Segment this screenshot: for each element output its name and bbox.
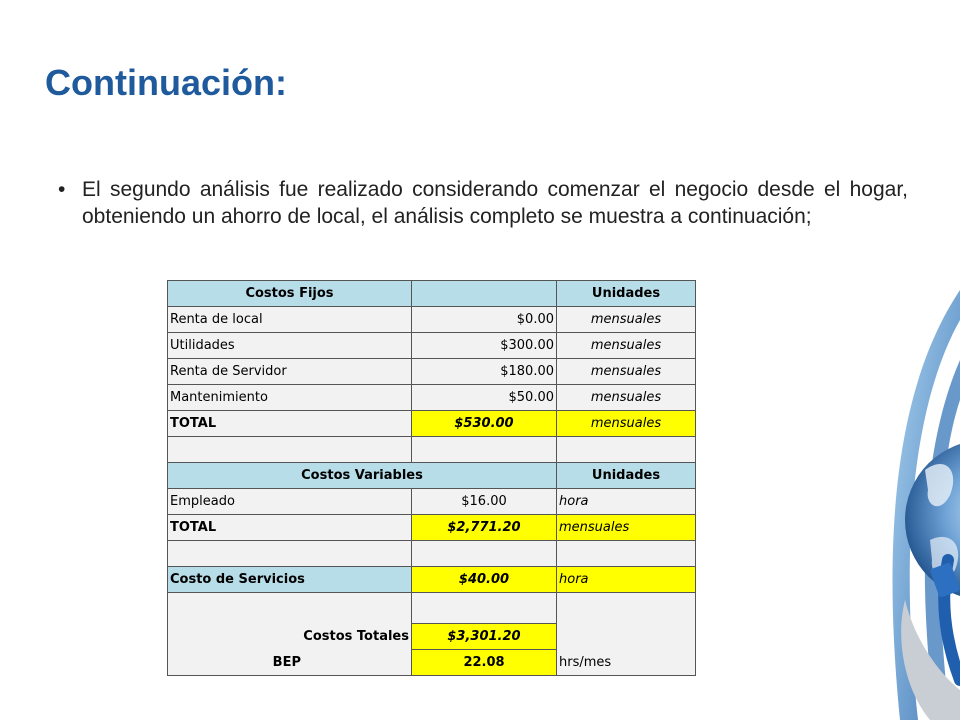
row-unit: mensuales — [557, 333, 696, 359]
bep-amount: 22.08 — [412, 650, 557, 676]
service-cost-amount: $40.00 — [412, 567, 557, 593]
row-amount: $0.00 — [412, 307, 557, 333]
table-row — [168, 411, 696, 437]
empty-cell — [412, 437, 557, 463]
empty-cell — [412, 541, 557, 567]
table-row — [168, 593, 696, 624]
empty-cell — [557, 624, 696, 650]
bep-label: BEP — [168, 650, 412, 676]
row-label: Empleado — [168, 489, 412, 515]
fixed-total-unit: mensuales — [557, 411, 696, 437]
slide-title: Continuación: — [45, 62, 287, 103]
table-row — [168, 489, 696, 515]
fixed-total-amount: $530.00 — [412, 411, 557, 437]
bep-unit: hrs/mes — [557, 650, 696, 676]
empty-cell — [168, 437, 412, 463]
table-row — [168, 624, 696, 650]
header-blank-cell — [412, 281, 557, 307]
cost-table — [167, 280, 696, 676]
row-amount: $50.00 — [412, 385, 557, 411]
variable-total-amount: $2,771.20 — [412, 515, 557, 541]
empty-cell — [557, 593, 696, 624]
table-row — [168, 567, 696, 593]
row-label: Renta de Servidor — [168, 359, 412, 385]
row-unit: hora — [557, 489, 696, 515]
table-row — [168, 307, 696, 333]
empty-cell — [168, 593, 412, 624]
row-label: Utilidades — [168, 333, 412, 359]
row-label: Renta de local — [168, 307, 412, 333]
service-cost-unit: hora — [557, 567, 696, 593]
variable-costs-header: Costos Variables — [168, 463, 557, 489]
row-unit: mensuales — [557, 307, 696, 333]
bullet-text: El segundo análisis fue realizado considerando comenzar el negocio desde el hogar, obteniendo un ahorro de local, el análisis completo se muestra a continuación; — [82, 178, 908, 228]
empty-cell — [168, 541, 412, 567]
units-header: Unidades — [557, 463, 696, 489]
total-costs-amount: $3,301.20 — [412, 624, 557, 650]
empty-cell — [557, 437, 696, 463]
table-row — [168, 385, 696, 411]
row-amount: $300.00 — [412, 333, 557, 359]
table-row — [168, 359, 696, 385]
row-label: Mantenimiento — [168, 385, 412, 411]
row-amount: $16.00 — [412, 489, 557, 515]
empty-cell — [412, 593, 557, 624]
table-row — [168, 333, 696, 359]
total-costs-label: Costos Totales — [168, 624, 412, 650]
empty-cell — [557, 541, 696, 567]
service-cost-label: Costo de Servicios — [168, 567, 412, 593]
variable-total-label: TOTAL — [168, 515, 412, 541]
fixed-costs-header: Costos Fijos — [168, 281, 412, 307]
table-row — [168, 437, 696, 463]
fixed-total-label: TOTAL — [168, 411, 412, 437]
variable-total-unit: mensuales — [557, 515, 696, 541]
bullet-mark: • — [58, 178, 66, 201]
table-row — [168, 541, 696, 567]
table-row — [168, 515, 696, 541]
bullet-item — [58, 176, 908, 230]
row-unit: mensuales — [557, 359, 696, 385]
row-unit: mensuales — [557, 385, 696, 411]
table-row — [168, 463, 696, 489]
table-row — [168, 281, 696, 307]
units-header: Unidades — [557, 281, 696, 307]
row-amount: $180.00 — [412, 359, 557, 385]
table-row — [168, 650, 696, 676]
